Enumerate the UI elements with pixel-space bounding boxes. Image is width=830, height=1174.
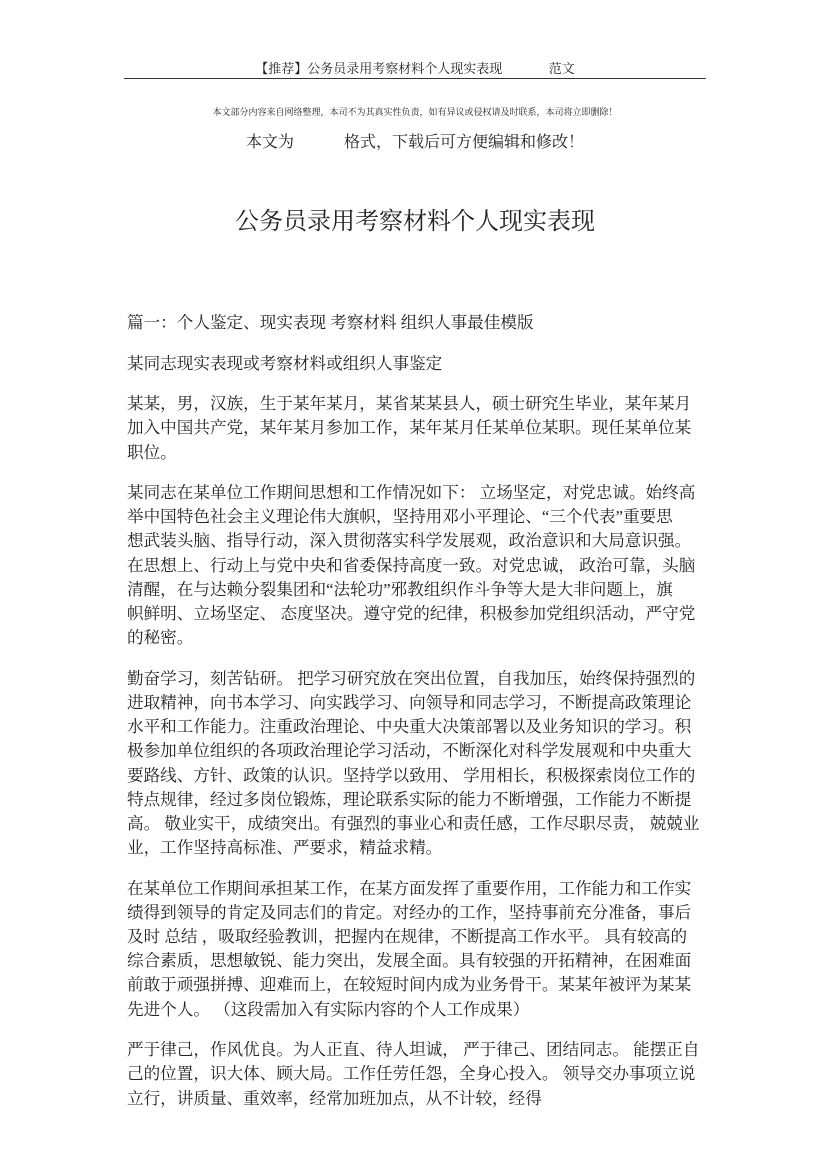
paragraph-line: 严于律己，作风优良。为人正直、待人坦诚， 严于律己、团结同志。 能摆正自 [127, 1040, 700, 1060]
paragraph [127, 392, 727, 465]
page-header [0, 61, 830, 77]
paragraph-line: 勤奋学习，刻苦钻研。 把学习研究放在突出位置，自我加压，始终保持强烈的 [127, 668, 696, 688]
paragraph-line: 极参加单位组织的各项政治理论学习活动，不断深化对科学发展观和中央重大 [127, 741, 692, 761]
paragraph-line: 某同志在某单位工作期间思想和工作情况如下： 立场坚定，对党忠诚。始终高 [127, 483, 696, 503]
paragraph [127, 311, 727, 335]
format-note-suffix: 格式，下载后可方便编辑和修改！ [344, 134, 585, 151]
paragraph-line: 综合素质，思想敏锐、能力突出，发展全面。具有较强的开拓精神，在困难面 [127, 951, 692, 971]
paragraph-line: 要路线、方针、政策的认识。坚持学以致用、 学用相长，积极探索岗位工作的 [127, 765, 696, 785]
paragraph-line: 高。 敬业实干，成绩突出。有强烈的事业心和责任感，工作尽职尽责， 兢兢业 [127, 813, 700, 833]
paragraph-line: 立行，讲质量、重效率，经常加班加点，从不计较，经得 [127, 1088, 542, 1108]
paragraph-line: 在思想上、行动上与党中央和省委保持高度一致。对党忠诚， 政治可靠，头脑 [127, 555, 696, 575]
paragraph-line: 职位。 [127, 442, 177, 462]
paragraph-line: 举中国特色社会主义理论伟大旗帜，坚持用邓小平理论、“三个代表”重要思 [127, 507, 673, 527]
paragraph-line: 业，工作坚持高标准、严要求，精益求精。 [127, 838, 443, 858]
header-rule [124, 78, 706, 79]
document-title: 公务员录用考察材料个人现实表现 [235, 209, 595, 235]
paragraph-line: 加入中国共产党，某年某月参加工作，某年某月任某单位某职。现任某单位某 [127, 418, 692, 438]
paragraph-line: 帜鲜明、立场坚定、 态度坚决。遵守党的纪律，积极参加党组织活动，严守党 [127, 604, 696, 624]
header-title: 【推荐】公务员录用考察材料个人现实表现 [255, 61, 503, 76]
paragraph [127, 1038, 727, 1111]
paragraph-line: 先进个人。 （这段需加入有实际内容的个人工作成果） [127, 999, 530, 1019]
paragraph [127, 877, 727, 1022]
paragraph [127, 667, 727, 861]
paragraph-line: 特点规律，经过多岗位锻炼，理论联系实际的能力不断增强，工作能力不断提 [127, 789, 692, 809]
header-suffix: 范文 [548, 61, 575, 76]
paragraph [127, 352, 727, 376]
paragraph [127, 481, 727, 650]
paragraph-line: 清醒，在与达赖分裂集团和“法轮功”邪教组织作斗争等大是大非问题上，旗 [127, 579, 673, 599]
paragraph-line: 己的位置，识大体、顾大局。工作任劳任怨，全身心投入。 领导交办事项立说 [127, 1064, 696, 1084]
paragraph-line: 的秘密。 [127, 628, 194, 648]
document-body [127, 311, 727, 1127]
disclaimer: 本文部分内容来自网络整理，本司不为其真实性负责，如有异议或侵权请及时联系，本司将立即删除！ [212, 107, 618, 117]
paragraph-line: 篇一：个人鉴定、现实表现 考察材料 组织人事最佳模版 [127, 313, 534, 332]
paragraph-line: 某某，男，汉族，生于某年某月，某省某某县人，硕士研究生毕业，某年某月 [127, 394, 692, 414]
paragraph-line: 绩得到领导的肯定及同志们的肯定。对经办的工作，坚持事前充分准备，事后 [127, 902, 692, 922]
paragraph-line: 前敢于顽强拼搏、迎难而上，在较短时间内成为业务骨干。某某年被评为某某 [127, 975, 692, 995]
format-note-prefix: 本文为 [245, 134, 294, 151]
paragraph-line: 及时 总结 ，吸取经验教训，把握内在规律，不断提高工作水平。 具有较高的 [127, 927, 688, 947]
format-note [0, 133, 830, 153]
paragraph-line: 想武装头脑、指导行动，深入贯彻落实科学发展观，政治意识和大局意识强。 [127, 531, 692, 551]
paragraph-line: 水平和工作能力。注重政治理论、中央重大决策部署以及业务知识的学习。积 [127, 717, 692, 737]
paragraph-line: 在某单位工作期间承担某工作，在某方面发挥了重要作用，工作能力和工作实 [127, 878, 692, 898]
paragraph-line: 某同志现实表现或考察材料或组织人事鉴定 [127, 353, 443, 373]
paragraph-line: 进取精神，向书本学习、向实践学习、向领导和同志学习，不断提高政策理论 [127, 693, 692, 712]
